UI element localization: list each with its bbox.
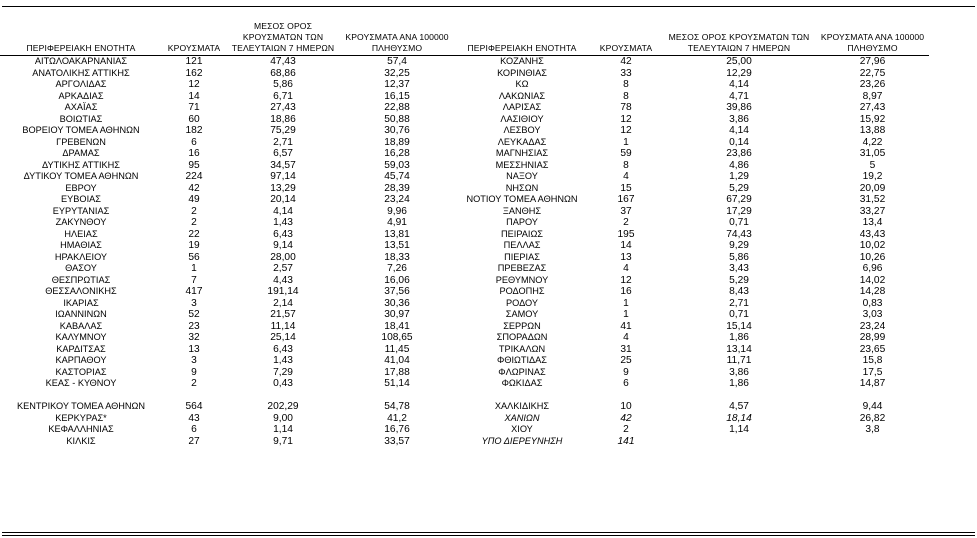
cell-left-region: ΑΡΚΑΔΙΑΣ	[58, 90, 104, 101]
cell-right-cases: 33	[620, 67, 632, 79]
cell-right-cases: 31	[620, 343, 632, 355]
cell-right-cases: 37	[620, 205, 632, 217]
cell-left-per100k: 54,78	[384, 401, 410, 412]
header-per100k-right: ΚΡΟΥΣΜΑΤΑ ΑΝΑ 100000 ΠΛΗΘΥΣΜΟ	[816, 12, 929, 56]
bottom-rule	[2, 532, 975, 533]
cell-right-per100k: 33,27	[859, 205, 886, 217]
cell-right-region: ΛΑΣΙΘΙΟΥ	[500, 113, 544, 124]
cases-table	[0, 12, 977, 447]
cell-left-cases: 6	[191, 424, 197, 435]
cell-left-per100k: 23,24	[384, 194, 410, 205]
cell-right-avg7: 2,71	[729, 297, 749, 309]
cell-right-cases: 8	[623, 79, 629, 90]
cell-right-avg7: 3,86	[729, 113, 749, 125]
cell-right-per100k: 27,43	[859, 102, 886, 113]
cell-right-avg7: 0,14	[729, 136, 749, 148]
cell-left-avg7: 6,71	[273, 90, 293, 102]
cell-left-per100k: 18,89	[384, 136, 410, 148]
cell-right-cases: 167	[617, 194, 635, 205]
cell-right-avg7: 5,29	[729, 274, 749, 286]
cell-right-cases: 1	[623, 297, 629, 309]
cell-right-region: ΧΙΟΥ	[511, 424, 533, 434]
cell-right-per100k	[816, 436, 929, 448]
cell-left-avg7: 191,14	[267, 286, 299, 297]
cell-right-avg7: 4,86	[729, 159, 749, 171]
cell-left-per100k: 30,76	[384, 125, 410, 136]
cell-left-region: ΓΡΕΒΕΝΩΝ	[56, 136, 106, 147]
cell-left-per100k: 7,26	[387, 263, 407, 274]
cell-left-region: ΚΙΛΚΙΣ	[66, 435, 96, 446]
cell-right-cases: 4	[623, 332, 629, 343]
cell-left-region: ΚΑΡΠΑΘΟΥ	[55, 355, 107, 365]
top-rule	[2, 6, 975, 7]
cell-right-cases: 42	[620, 56, 632, 67]
header-avg7-left: ΜΕΣΟΣ ΟΡΟΣ ΚΡΟΥΣΜΑΤΩΝ ΤΩΝ ΤΕΛΕΥΤΑΙΩΝ 7 ΗΜΕΡΩΝ	[226, 12, 340, 56]
cell-left-per100k: 108,65	[381, 332, 413, 343]
cell-left-region: ΘΕΣΣΑΛΟΝΙΚΗΣ	[45, 286, 117, 296]
cell-left-per100k: 30,36	[384, 297, 410, 309]
cell-left-avg7: 2,57	[273, 263, 293, 274]
cell-left-region: ΔΡΑΜΑΣ	[62, 148, 100, 158]
cell-right-avg7: 23,86	[726, 148, 752, 159]
cell-right-per100k: 20,09	[859, 182, 886, 194]
cell-right-avg7: 15,14	[726, 320, 752, 332]
cell-right-region: ΠΙΕΡΙΑΣ	[504, 251, 540, 262]
cell-left-avg7: 25,14	[270, 332, 296, 343]
cell-left-region: ΚΕΑΣ - ΚΥΘΝΟΥ	[45, 378, 117, 388]
cell-right-cases: 4	[623, 263, 629, 274]
cell-right-cases: 59	[620, 148, 632, 159]
cell-right-per100k	[816, 390, 929, 402]
cell-left-avg7: 75,29	[270, 125, 296, 136]
cell-left-region: ΕΥΒΟΙΑΣ	[61, 194, 101, 204]
cell-left-avg7: 1,43	[273, 355, 293, 366]
cell-right-region: ΠΑΡΟΥ	[506, 217, 538, 227]
cell-left-region: ΚΑΡΔΙΤΣΑΣ	[56, 343, 106, 354]
cell-left-cases: 3	[191, 355, 197, 366]
cell-right-avg7: 74,43	[726, 228, 752, 240]
cell-left-per100k: 57,4	[387, 56, 407, 67]
cell-right-avg7: 13,14	[726, 343, 752, 355]
cell-right-per100k: 28,99	[859, 332, 886, 343]
cell-left-avg7: 2,71	[273, 136, 293, 148]
cell-left-avg7: 7,29	[273, 366, 293, 378]
cell-right-avg7: 11,71	[726, 355, 752, 366]
cell-right-avg7: 5,29	[729, 182, 749, 194]
cell-right-region: ΞΑΝΘΗΣ	[502, 205, 542, 216]
header-cases-left: ΚΡΟΥΣΜΑΤΑ	[162, 12, 226, 56]
cell-right-region: ΦΩΚΙΔΑΣ	[501, 378, 543, 388]
cell-left-cases: 6	[191, 136, 197, 148]
cell-right-region: ΥΠΟ ΔΙΕΡΕΥΝΗΣΗ	[481, 435, 563, 446]
cell-left-avg7: 6,57	[273, 148, 293, 159]
cell-right-region: ΦΛΩΡΙΝΑΣ	[498, 366, 546, 377]
cell-left-avg7: 0,43	[273, 378, 293, 389]
cell-left-cases: 19	[188, 240, 200, 251]
cell-right-per100k: 13,4	[862, 217, 883, 228]
cell-right-avg7: 0,71	[729, 309, 749, 320]
cell-right-avg7: 1,14	[729, 424, 749, 435]
cell-right-avg7: 4,71	[729, 90, 749, 102]
cell-left-cases: 56	[188, 251, 200, 263]
cell-left-region: ΚΑΛΥΜΝΟΥ	[55, 332, 107, 342]
cell-right-per100k: 14,87	[859, 378, 886, 389]
cell-right-cases: 12	[620, 274, 632, 286]
cell-left-cases: 32	[188, 332, 200, 343]
cell-left-region: ΗΡΑΚΛΕΙΟΥ	[54, 251, 108, 262]
cell-right-region: ΡΟΔΟΠΗΣ	[499, 286, 545, 296]
cell-right-avg7: 0,71	[729, 217, 749, 228]
cell-right-cases: 41	[620, 320, 632, 332]
cell-right-cases: 2	[623, 217, 629, 228]
cell-left-cases: 42	[188, 182, 200, 194]
cell-left-per100k: 13,81	[384, 228, 410, 240]
cell-left-avg7: 6,43	[273, 228, 293, 240]
cell-right-avg7	[662, 436, 816, 448]
cell-left-per100k: 50,88	[384, 113, 410, 125]
cell-left-avg7: 202,29	[267, 401, 299, 412]
cell-left-region: ΔΥΤΙΚΗΣ ΑΤΤΙΚΗΣ	[42, 159, 120, 170]
cell-right-region: ΜΕΣΣΗΝΙΑΣ	[495, 159, 549, 170]
cell-left-per100k: 18,33	[384, 251, 410, 263]
cell-right-region: ΛΑΚΩΝΙΑΣ	[498, 90, 546, 101]
cell-right-region: ΣΠΟΡΑΔΩΝ	[496, 332, 548, 342]
cell-left-per100k: 32,25	[384, 67, 410, 79]
cell-right-avg7: 17,29	[726, 205, 752, 217]
cell-left-region: ΕΥΡΥΤΑΝΙΑΣ	[52, 205, 110, 216]
cell-right-cases: 25	[620, 355, 632, 366]
cell-right-per100k: 6,96	[862, 263, 883, 274]
cell-right-per100k: 23,26	[859, 79, 886, 90]
cell-left-region: ΑΙΤΩΛΟΑΚΑΡΝΑΝΙΑΣ	[34, 56, 128, 66]
cell-left-cases: 2	[191, 217, 197, 228]
cell-right-cases: 4	[623, 171, 629, 182]
cell-left-region: ΒΟΙΩΤΙΑΣ	[59, 113, 103, 124]
cell-right-region: ΚΩ	[515, 79, 529, 89]
cell-left-per100k: 33,57	[384, 435, 410, 447]
cell-left-avg7: 9,71	[273, 435, 293, 447]
cell-right-avg7: 1,86	[729, 378, 749, 389]
cell-right-cases: 15	[620, 182, 632, 194]
cell-left-region: ΑΝΑΤΟΛΙΚΗΣ ΑΤΤΙΚΗΣ	[32, 67, 130, 78]
cell-left-per100k: 22,88	[384, 102, 410, 113]
cell-left-per100k	[340, 390, 454, 402]
cell-left-cases: 27	[188, 435, 200, 447]
cell-right-per100k: 8,97	[862, 90, 883, 102]
cell-right-region	[454, 390, 590, 402]
cell-left-region: ΗΛΕΙΑΣ	[64, 228, 98, 239]
cell-left-region: ΑΡΓΟΛΙΔΑΣ	[55, 79, 107, 89]
cell-right-per100k: 10,02	[859, 240, 886, 251]
header-region-right: ΠΕΡΙΦΕΡΕΙΑΚΗ ΕΝΟΤΗΤΑ	[454, 12, 590, 56]
cell-right-cases: 12	[620, 113, 632, 125]
cell-left-avg7: 28,00	[270, 251, 296, 263]
cell-right-region: ΝΟΤΙΟΥ ΤΟΜΕΑ ΑΘΗΝΩΝ	[466, 194, 578, 204]
cell-right-avg7: 1,86	[729, 332, 749, 343]
cell-left-cases: 16	[188, 148, 200, 159]
cell-left-cases: 14	[188, 90, 200, 102]
cell-left-cases: 2	[191, 378, 197, 389]
cell-left-avg7: 2,14	[273, 297, 293, 309]
cell-right-region: ΚΟΖΑΝΗΣ	[500, 56, 544, 66]
cell-left-per100k: 18,41	[384, 320, 410, 332]
cell-right-region: ΣΕΡΡΩΝ	[503, 320, 541, 331]
cell-left-avg7: 5,86	[273, 79, 293, 90]
cell-left-per100k: 12,37	[384, 79, 410, 90]
cell-left-region: ΚΕΦΑΛΛΗΝΙΑΣ	[48, 424, 114, 434]
cell-left-region: ΚΑΣΤΟΡΙΑΣ	[55, 366, 107, 377]
cell-right-avg7: 9,29	[729, 240, 749, 251]
cell-left-region: ΖΑΚΥΝΘΟΥ	[55, 217, 107, 227]
cell-left-cases: 3	[191, 297, 197, 309]
cell-right-per100k: 17,5	[862, 366, 883, 378]
cell-right-per100k: 15,92	[859, 113, 886, 125]
cell-left-cases: 2	[191, 205, 197, 217]
cell-left-region: ΗΜΑΘΙΑΣ	[60, 240, 102, 250]
bottom-rule-double	[2, 535, 975, 536]
cell-left-cases: 417	[185, 286, 203, 297]
cell-right-cases	[590, 390, 662, 402]
cell-right-per100k: 23,65	[859, 343, 886, 355]
cell-right-per100k: 14,02	[859, 274, 886, 286]
cell-left-cases: 49	[188, 194, 200, 205]
header-per100k-left: ΚΡΟΥΣΜΑΤΑ ΑΝΑ 100000 ΠΛΗΘΥΣΜΟ	[340, 12, 454, 56]
cell-right-per100k: 13,88	[859, 125, 886, 136]
cell-left-cases: 7	[191, 274, 197, 286]
cell-right-per100k: 10,26	[859, 251, 886, 263]
cell-left-region: ΘΑΣΟΥ	[65, 263, 97, 273]
header-cases-right: ΚΡΟΥΣΜΑΤΑ	[590, 12, 662, 56]
cell-right-cases: 13	[620, 251, 632, 263]
cell-left-per100k: 13,51	[384, 240, 410, 251]
cell-left-cases: 23	[188, 320, 200, 332]
cell-left-avg7: 18,86	[270, 113, 296, 125]
cell-left-avg7: 21,57	[270, 309, 296, 320]
cell-right-avg7: 67,29	[726, 194, 752, 205]
cell-right-avg7: 3,86	[729, 366, 749, 378]
cell-left-cases: 564	[185, 401, 203, 412]
cell-right-cases: 10	[620, 401, 632, 412]
cell-left-cases: 71	[188, 102, 200, 113]
cell-right-per100k: 14,28	[859, 286, 886, 297]
cell-left-cases: 43	[188, 412, 200, 424]
cell-left-region: ΔΥΤΙΚΟΥ ΤΟΜΕΑ ΑΘΗΝΩΝ	[23, 171, 139, 181]
cell-right-region: ΜΑΓΝΗΣΙΑΣ	[495, 148, 549, 158]
cell-right-region: ΡΟΔΟΥ	[505, 297, 538, 308]
cell-right-region: ΛΕΣΒΟΥ	[503, 125, 541, 135]
cell-right-per100k: 26,82	[859, 412, 886, 424]
cell-left-per100k: 59,03	[384, 159, 410, 171]
cell-left-per100k: 16,28	[384, 148, 410, 159]
cell-left-cases: 60	[188, 113, 200, 125]
cell-right-per100k: 3,03	[862, 309, 883, 320]
cell-left-region: ΙΚΑΡΙΑΣ	[63, 297, 99, 308]
cell-left-region: ΙΩΑΝΝΙΝΩΝ	[55, 309, 107, 319]
cell-left-avg7: 9,14	[273, 240, 293, 251]
cell-left-region: ΚΑΒΑΛΑΣ	[59, 320, 103, 331]
cell-left-per100k: 51,14	[384, 378, 410, 389]
cell-left-region: ΚΕΡΚΥΡΑΣ*	[55, 412, 107, 423]
cell-left-avg7: 6,43	[273, 343, 293, 355]
cell-left-per100k: 17,88	[384, 366, 410, 378]
cell-left-avg7: 20,14	[270, 194, 296, 205]
cell-right-per100k: 15,8	[862, 355, 883, 366]
cell-left-cases: 162	[185, 67, 203, 79]
cell-left-avg7: 1,14	[273, 424, 293, 435]
cell-left-cases: 12	[188, 79, 200, 90]
cell-right-avg7: 4,57	[729, 401, 749, 412]
cell-right-cases: 2	[623, 424, 629, 435]
cell-right-cases: 141	[617, 435, 635, 447]
cell-right-region: ΦΘΙΩΤΙΔΑΣ	[496, 355, 547, 365]
cell-right-per100k: 43,43	[859, 228, 886, 240]
cell-right-per100k: 3,8	[865, 424, 880, 435]
cell-left-cases: 224	[185, 171, 203, 182]
cell-left-avg7	[226, 390, 340, 402]
cell-left-region: ΚΕΝΤΡΙΚΟΥ ΤΟΜΕΑ ΑΘΗΝΩΝ	[16, 401, 146, 411]
cell-left-per100k: 45,74	[384, 171, 410, 182]
cell-left-region: ΕΒΡΟΥ	[65, 182, 97, 193]
cell-right-per100k: 9,44	[862, 401, 883, 412]
cell-right-per100k: 27,96	[859, 56, 886, 67]
cell-right-region: ΡΕΘΥΜΝΟΥ	[495, 274, 549, 285]
cell-left-avg7: 97,14	[270, 171, 296, 182]
cell-left-per100k: 9,96	[387, 205, 407, 217]
cell-left-per100k: 41,04	[384, 355, 410, 366]
cell-right-cases: 12	[620, 125, 632, 136]
cell-left-cases: 13	[188, 343, 200, 355]
cell-left-avg7: 13,29	[270, 182, 296, 194]
cell-left-avg7: 68,86	[270, 67, 296, 79]
cell-right-cases: 42	[620, 412, 632, 424]
header-avg7-right: ΜΕΣΟΣ ΟΡΟΣ ΚΡΟΥΣΜΑΤΩΝ ΤΩΝ ΤΕΛΕΥΤΑΙΩΝ 7 ΗΜΕΡΩΝ	[662, 12, 816, 56]
cell-right-per100k: 22,75	[859, 67, 886, 79]
cell-left-cases: 1	[191, 263, 197, 274]
cell-left-region: ΘΕΣΠΡΩΤΙΑΣ	[51, 274, 111, 285]
cell-right-per100k: 4,22	[862, 136, 883, 148]
cell-left-avg7: 47,43	[270, 56, 296, 67]
cell-left-per100k: 41,2	[387, 412, 407, 424]
cell-left-cases: 9	[191, 366, 197, 378]
cell-right-region: ΣΑΜΟΥ	[505, 309, 539, 319]
cell-left-per100k: 4,91	[387, 217, 407, 228]
cell-left-region	[0, 390, 162, 402]
cell-right-avg7: 39,86	[726, 102, 752, 113]
cell-right-cases: 8	[623, 90, 629, 102]
cell-right-cases: 1	[623, 309, 629, 320]
cell-right-avg7: 3,43	[729, 263, 749, 274]
cell-left-region: ΑΧΑΪΑΣ	[64, 102, 98, 112]
cell-right-avg7: 4,14	[729, 125, 749, 136]
cell-right-cases: 6	[623, 378, 629, 389]
cell-right-per100k: 31,05	[859, 148, 886, 159]
cell-left-per100k: 37,56	[384, 286, 410, 297]
cell-left-avg7: 9,00	[273, 412, 293, 424]
cell-right-region: ΝΑΞΟΥ	[506, 171, 538, 181]
cell-left-cases	[162, 390, 226, 402]
cell-left-cases: 52	[188, 309, 200, 320]
cell-right-per100k: 5	[869, 159, 876, 171]
cell-right-region: ΠΡΕΒΕΖΑΣ	[497, 263, 547, 273]
cell-left-avg7: 1,43	[273, 217, 293, 228]
header-region-left: ΠΕΡΙΦΕΡΕΙΑΚΗ ΕΝΟΤΗΤΑ	[0, 12, 162, 56]
cell-left-cases: 22	[188, 228, 200, 240]
cell-left-region: ΒΟΡΕΙΟΥ ΤΟΜΕΑ ΑΘΗΝΩΝ	[22, 125, 140, 135]
cell-right-avg7: 4,14	[729, 79, 749, 90]
cell-left-per100k: 11,45	[384, 343, 410, 355]
cell-right-region: ΠΕΙΡΑΙΩΣ	[501, 228, 543, 239]
cell-right-per100k: 31,52	[859, 194, 886, 205]
cell-right-region: ΛΑΡΙΣΑΣ	[502, 102, 542, 112]
cell-left-avg7: 34,57	[270, 159, 296, 171]
cell-left-cases: 121	[185, 56, 203, 67]
cell-right-region: ΧΑΝΙΩΝ	[504, 412, 540, 423]
cell-right-cases: 14	[620, 240, 632, 251]
cell-left-cases: 182	[185, 125, 203, 136]
cell-right-cases: 78	[620, 102, 632, 113]
cell-right-avg7: 8,43	[729, 286, 749, 297]
cell-right-avg7: 5,86	[729, 251, 749, 263]
cell-right-avg7	[662, 390, 816, 402]
cell-right-avg7: 1,29	[729, 171, 749, 182]
cell-right-per100k: 0,83	[862, 297, 883, 309]
cell-left-cases: 95	[188, 159, 200, 171]
cell-left-avg7: 11,14	[270, 320, 296, 332]
cell-right-avg7: 25,00	[726, 56, 752, 67]
cell-right-per100k: 19,2	[862, 171, 883, 182]
cell-left-avg7: 4,14	[273, 205, 293, 217]
cell-right-cases: 195	[617, 228, 635, 240]
cell-right-region: ΚΟΡΙΝΘΙΑΣ	[497, 67, 547, 78]
cell-right-region: ΝΗΣΩΝ	[505, 182, 539, 193]
cell-left-per100k: 30,97	[384, 309, 410, 320]
cell-left-avg7: 27,43	[270, 102, 296, 113]
cell-left-avg7: 4,43	[273, 274, 293, 286]
cell-left-per100k: 16,76	[384, 424, 410, 435]
cell-right-cases: 9	[623, 366, 629, 378]
cell-left-per100k: 16,15	[384, 90, 410, 102]
cell-right-cases: 1	[623, 136, 629, 148]
cell-left-per100k: 16,06	[384, 274, 410, 286]
cell-right-region: ΤΡΙΚΑΛΩΝ	[498, 343, 546, 354]
cell-right-cases: 8	[623, 159, 629, 171]
cell-right-region: ΠΕΛΛΑΣ	[503, 240, 541, 250]
cell-right-region: ΧΑΛΚΙΔΙΚΗΣ	[494, 401, 550, 411]
cell-right-avg7: 18,14	[726, 412, 752, 424]
cell-right-per100k: 23,24	[859, 320, 886, 332]
cell-right-cases: 16	[620, 286, 632, 297]
cell-right-region: ΛΕΥΚΑΔΑΣ	[497, 136, 547, 147]
cell-left-per100k: 28,39	[384, 182, 410, 194]
cell-right-avg7: 12,29	[726, 67, 752, 79]
